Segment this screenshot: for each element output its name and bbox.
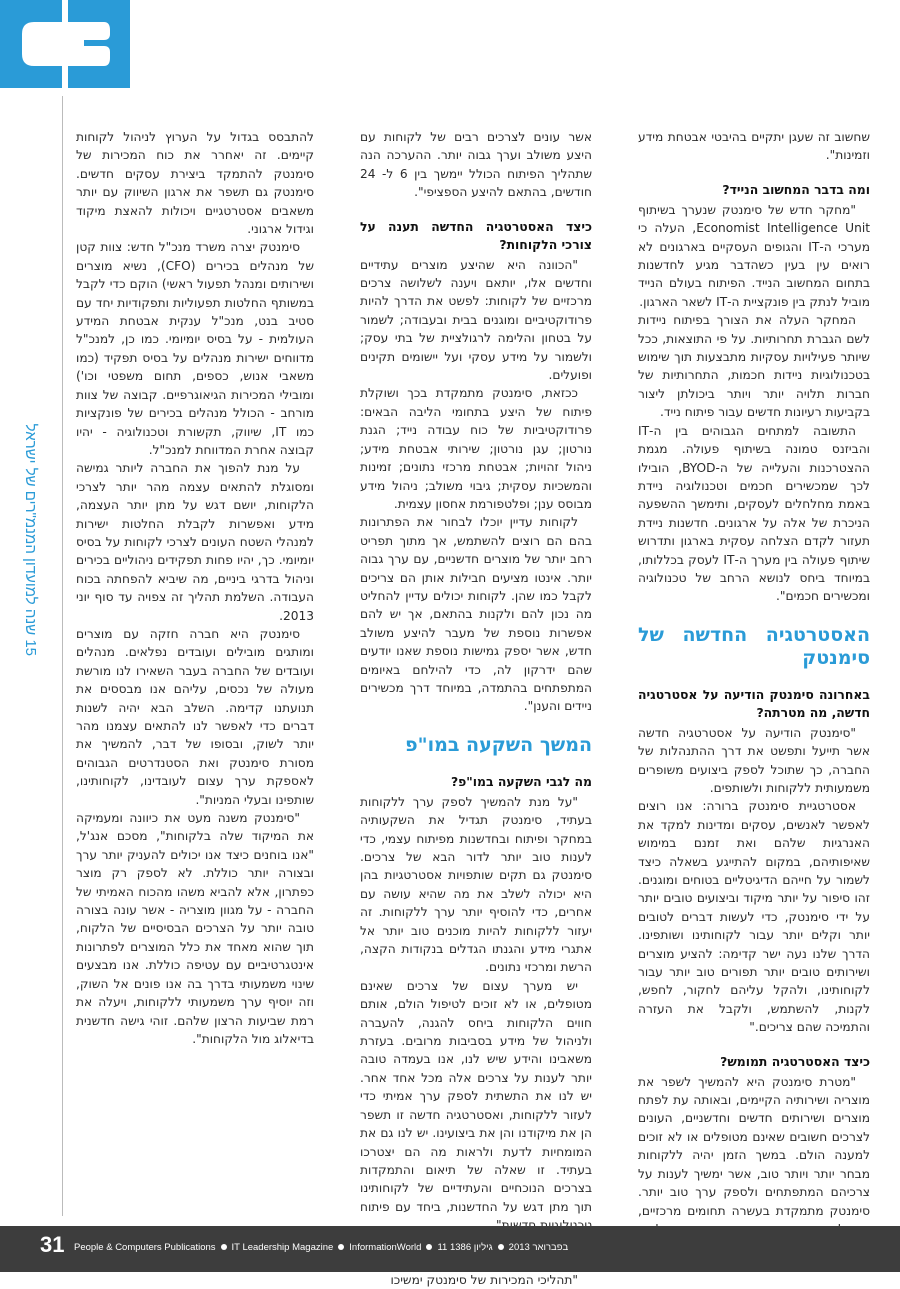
paragraph: שחשוב זה שעגן יתקיים בהיבטי אבטחת מידע וזמינות".: [638, 130, 870, 163]
bullet-dot-icon: [221, 1244, 227, 1250]
bullet-dot-icon: [498, 1244, 504, 1250]
paragraph: "תהליכי המכירות של סימנטק ימשיכו: [390, 1272, 578, 1287]
paragraph: המחקר העלה את הצורך בפיתוח ניידות לשם הגברת תחרותיות. על פי התוצאות, ככל שיותר פעילויות עסקיות מתבצעות תוך שימוש בטכנולוגיות ניידות חכמות, התחרותיות של חברות תלויה יותר ויותר ביכולתן ליצור בקביעות רעיונות חדשים עבור פיתוח נייד.: [638, 313, 870, 420]
article-column-2: [360, 128, 592, 1289]
paragraph: "מטרת סימנטק היא להמשיך לשפר את מוצריה ושירותיה הקיימים, ובאותה עת לפתח מוצרים ושירותים חדשים וחדשניים, העונים לצרכים חשובים שאינם מטופלים או לא זוכים למענה הולם. במשך הזמן יהיה ללקוחות מבחר יותר ויותר טוב, אשר ימשיך לענות על צרכיהם המתפתחים ולספק ערך טוב יותר. סימנטק מתמקדת בעשרה תחומים מרכזיים,: [638, 1074, 870, 1218]
question-heading: כיצד האסטרטגיה החדשה תענה על צורכי הלקוחות?: [360, 218, 592, 252]
paragraph: להתבסס בגדול על הערוץ לניהול לקוחות קיימים. זה יאחרר את כוח המכירות של סימנטק להתמקד ביצירת עסקים חדשים. סימנטק גם תשפר את ארגון השיווק עם יותר משאבים אסטרטגיים ויכולות להאצת מיקוד וגידול ארגוני.: [76, 130, 314, 237]
footer-item: People & Computers Publications: [74, 1242, 216, 1253]
page-footer: [0, 1226, 900, 1272]
paragraph: "סימנטק משנה מעט את כיוונה ומעמיקה את המיקוד שלה בלקוחות", מסכם אנג'ל, "אנו בוחנים כיצד אנו יכולים להעניק יותר ערך ובצורה יותר כוללת. לא לספק רק מוצר כפתרון, אלא להביא משהו מהכוח האמיתי של החברה - על מגוון מוצריה - אשר עונה בצורה טובה יותר על הצרכים הבסיסיים של הלקוח, תוך שהוא מאחד את כלל המוצרים לפתרונות אינטגרטיביים עם עטיפה כוללת. אנו מבצעים שינוי משמעותי בדרך בה אנו פונים אל השוק, וזה יוסיף ערך משמעותי ללקוחות, ויעלה את רמת שביעות הרצון שלהם. זוהי גישה חדשנית בדיאלוג מול הלקוחות".: [76, 811, 314, 1046]
paragraph: לקוחות עדיין יוכלו לבחור את הפתרונות בהם הם רוצים להשתמש, אך מתוך תפריט רחב יותר של מוצרים חדשניים, עם ערך גבוה יותר. אינטו מציעים חבילות אותן הם צריכים לקבל כמו שהן. לקוחות יכולים עדיין להחליט מה נכון להם ולקנות בהתאם, אך יש להם אפשרות נוספת של מעבר להיצע משולב חדש, אשר יספק גמישות נוספת שאנו יודעים שהם ידרקון לה, כדי להילחם באיומים המתפתחים בהתמדה, במיוחד דרך מכשירים ניידים והענן".: [360, 515, 592, 714]
page-number: 31: [40, 1232, 65, 1257]
footer-item: InformationWorld: [349, 1242, 422, 1253]
sidebar-label: 15 שנה למועדון המנמ"רים של ישראל: [22, 423, 39, 656]
c3-logo: [0, 0, 130, 88]
paragraph: אסטרטגיית סימנטק ברורה: אנו רוצים לאפשר לאנשים, עסקים ומדינות למקד את האנרגיות שלהם ואת זמנם במימוש שאיפותיהם, במקום להתייגע בשאלה כיצד לשמור על חייהם הדיגיטליים בטוחים ומוגנים. זהו סיפור על יותר מיקוד וביצועים טובים יותר על ידי סימנטק, כדי לעשות דברים לטובים יותר וקלים יותר עבור לקוחותינו ושותפינו. הדרך שלנו נעה ישר קדימה: להציע מוצרים ושירותים טובים יותר תפורים טוב יותר עבור לקוחותינו, ולהקל עליהם לחקור, לחפש, לקנות, להשתמש, ולקבל את העזרה והתמיכה שהם צריכים.": [638, 799, 870, 1035]
question-heading: מה לגבי השקעה במו"פ?: [450, 773, 592, 789]
bullet-dot-icon: [426, 1244, 432, 1250]
footer-publication-line: [74, 1242, 568, 1253]
sidebar: [0, 0, 60, 1272]
paragraph: סימנטק היא חברה חזקה עם מוצרים ומותגים מובילים ועובדים נפלאים. מנהלים ועובדים של החברה בעבר השאירו לנו מורשת מעולה של נכסים, עליהם אנו מבססים את תנועתנו קדימה. השלב הבא יהיה לשנות דברים כדי לאפשר לנו להתאים עצמנו מהר יותר לשוק, ובסופו של דבר, להמשיך את מסורת סימנטק ואת הסטנדרטים הגבוהים לאספקת ערך עצום לעובדינו, לקוחותינו, שותפינו ובעלי המניות".: [76, 626, 314, 807]
question-heading: ומה בדבר המחשוב הנייד?: [722, 181, 870, 197]
article-column-3: [76, 128, 314, 1048]
paragraph: אשר עונים לצרכים רבים של לקוחות עם היצע משולב וערך גבוה יותר. ההערכה הנה שתהליך הפיתוח הכולל יימשך בין 6 ל- 24 חודשים, בהתאם להיצע הספציפי".: [360, 130, 592, 200]
paragraph: על מנת להפוך את החברה ליותר גמישה ומסוגלת להתאים עצמה מהר יותר לצרכי הלקוחות, יושם דגש על מתן יותר העצמה, מידע ואפשרות לקבלת החלטות ישירות למנהלי השטח העונים לצרכי לקוחות על בסיס יומיומי. כך, יהיו פחות תפקידים ניהוליים בכירים וניהול בדרגי ביניים, מה שיביא להפחתה בכוח העבודה. השלמת תהליך זה צפויה עד סוף יוני 2013.: [76, 461, 314, 623]
paragraph: סימנטק יצרה משרד מנכ"ל חדש: צוות קטן של מנהלים בכירים (CFO), נשיא מוצרים ושירותים ומנהל תפעול ראשי) הוקם כדי לקבל במשותף החלטות תפעוליות ותפקודיות יחד עם סטיב בנט, מנכ"ל ענקית אבטחת המידע העולמית - על בסיס יומיומי. כמו כן, למנכ"ל מדווחים ישירות מנהלים על בסיס תפקיד (כמו משאבי אנוש, כספים, תחום משפטי וכו') ומובילי המכירות הגיאוגרפיים. קבוצה של צוות מורחב - הכולל מנהלים בכירים של פונקציות כמו IT, שיווק, תקשורת וטכנולוגיה - יהיו קבוצה אחרת המדווחת למנכ"ל.: [76, 240, 314, 457]
paragraph: "סימנטק הודיעה על אסטרטגיה חדשה אשר תייעל ותפשט את דרך ההתנהלות של החברה, כך שתוכל לספק ביצועים משופרים משמעותית ללקוחות ולשותפים.: [638, 725, 870, 795]
article-column-1: [638, 128, 870, 1257]
sidebar-divider: [62, 96, 63, 1216]
paragraph: "הכוונה היא שהיצע מוצרים עתידיים וחדשים אלו, יותאם ויענה לשלושה צרכים מרכזיים של לקוחות: לפשט את הדרך להיות פרודוקטיביים ומוגנים בבית ובעבודה; לשמור על בטחון והלימה לרגולציית של בתי עסק; ולשמור על מידע עסקי ועל יישומים תקינים ופועלים.: [360, 257, 592, 383]
footer-item: 11 בפברואר 2013: [437, 1242, 569, 1253]
bullet-dot-icon: [338, 1244, 344, 1250]
section-heading: המשך השקעה במו"פ: [405, 733, 592, 756]
section-heading: האסטרטגיה החדשה של סימנטק: [638, 623, 870, 669]
footer-item: IT Leadership Magazine: [231, 1242, 334, 1253]
paragraph: "מחקר חדש של סימנטק שנערך בשיתוף Economist Intelligence Unit, העלה כי מערכי ה-IT והגופים העסקיים בארגונים לא רואים עין בעין כשהדבר מגיע לחדשנות בתחום המחשוב הנייד. הפיתוח בעולם הנייד מוביל לנתק בין פונקציית ה-IT לשאר הארגון.: [638, 202, 870, 309]
question-heading: באחרונה סימנטק הודיעה על אסטרטגיה חדשה, מה מטרתה?: [638, 686, 870, 720]
paragraph: התשובה למתחים הגבוהים בין ה-IT והביזנס טמונה בשיתוף פעולה. מגמת ההצטרכנות והעלייה של ה-BYOD, הובילו לכך שמכשירים חכמים וטכנולוגיה ניידת באמת מחלחלים לעסקים, ותימשך ההשפעה הניכרת של אלה על ארגונים. חדשנות ניידת תעזור לקדם הצלחה עסקית בארגון ותדרוש שיתוף פעולה בין מערך ה-IT לעסק בכללותו, במיוחד ביחס לנושא הרחב של טכנולוגיה ומכשירים חכמים".: [638, 423, 871, 604]
paragraph: יש מערך עצום של צרכים שאינם מטופלים, או לא זוכים לטיפול הולם, אותם חווים הלקוחות ביחס להגנה, להעברה ולניהול של מידע בסביבות מרובים. בעזרת משאבינו והידע שיש לנו, אנו בעמדה טובה יותר לענות על צרכים אלה מכל אחד אחר. יש לנו את התשתית לספק ערך אמיתי כדי לעזור ללקוחות, ואסטרטגיה חדשה זו תשפר הן את מיקודנו והן את ביצועינו. יש לנו גם את המומחיות לדעת ולראות מה הם יצטרכו בעתיד. זו שאלה של תיאום והתמקדות בצרכים הנוכחיים והעתידיים של לקוחותינו תוך מתן דגש על החדשנות, ביחד עם פיתוח: [360, 978, 592, 1214]
paragraph: ככזאת, סימנטק מתמקדת בכך ושוקלת פיתוח של היצע בתחומי הליבה הבאים: פרודוקטיביות של כוח עבודה נייד; הגנת נורטון; עגן נורטון; שירותי אבטחת מידע; ניהול זהויות; אבטחת מרכזי נתונים; זמינות והמשכיות עסקית; גיבוי משולב; ניהול מידע מבוסס ענן; ופלטפורמת אחסון עצמית.: [360, 386, 592, 511]
footer-item: גיליון 1386: [449, 1242, 493, 1253]
question-heading: כיצד האסטרטגיה תמומש?: [720, 1053, 870, 1069]
paragraph: "על מנת להמשיך לספק ערך ללקוחות בעתיד, סימנטק תגדיל את השקעותיה במחקר ופיתוח ובחדשנות מפיתוח עצמי, כדי לענות טוב יותר לדור הבא של צרכים. סימנטק גם תקים שותפויות אסטרטגיות בהן היא יכולה לשלב את מה שהיא עושה עם אחרים, כדי להוסיף יותר ערך ללקוחות. זה יעזור ללקוחות להיות מוכנים טוב יותר אל אתגרי מידע והגנתו הגדלים בנקודות הקצה, הרשת ומרכזי נתונים.: [360, 794, 592, 975]
